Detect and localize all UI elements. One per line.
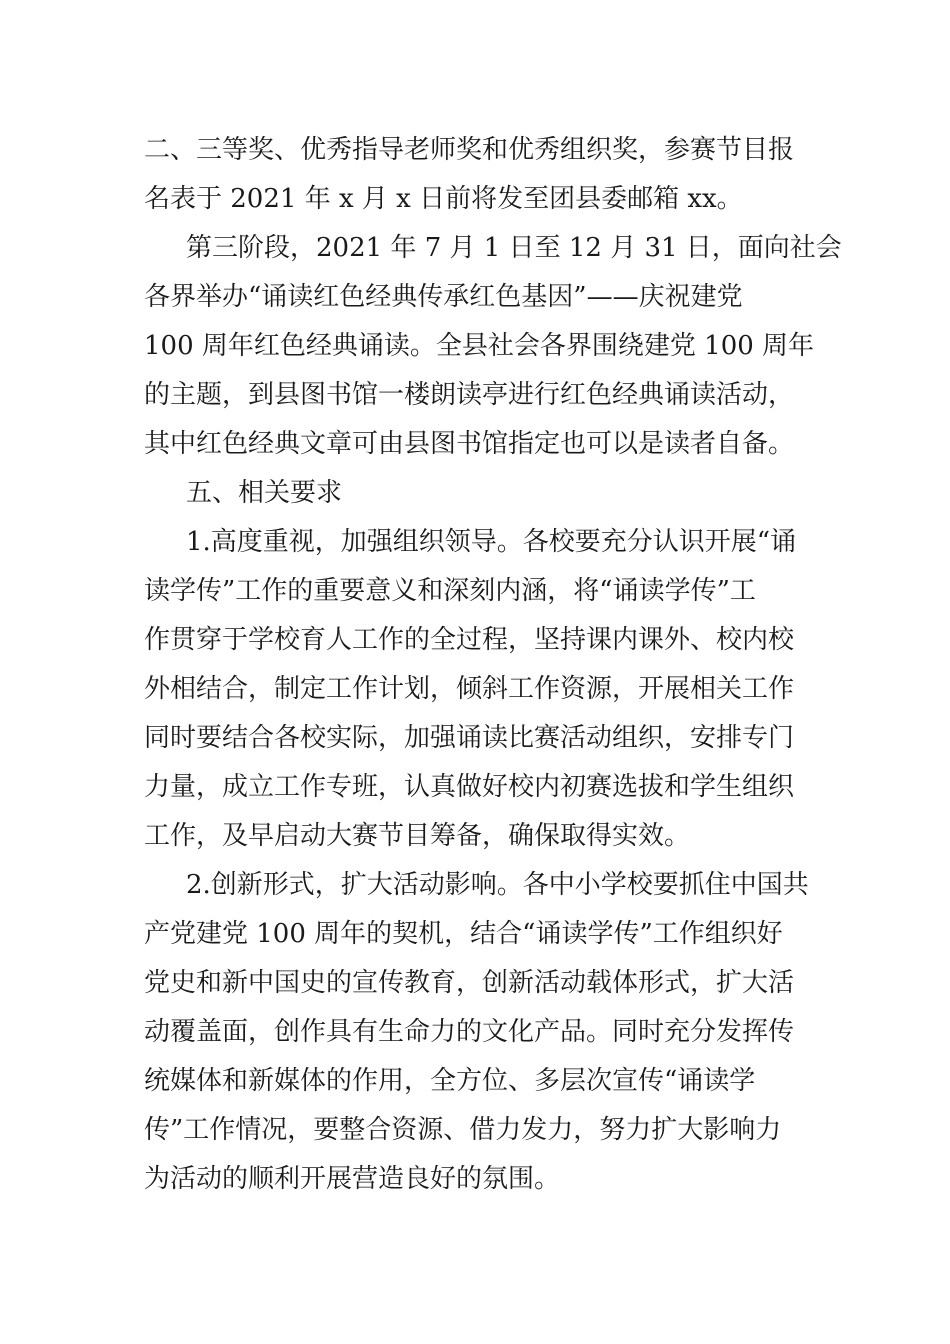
text-line: 传”工作情况，要整合资源、借力发力，努力扩大影响力 [144, 1115, 782, 1145]
text-line: 力量，成立工作专班，认真做好校内初赛选拔和学生组织 [144, 772, 795, 802]
document-body [144, 126, 842, 1204]
text-line: 100 周年红色经典诵读。全县社会各界围绕建党 100 周年 [144, 331, 815, 361]
text-line: 同时要结合各校实际，加强诵读比赛活动组织，安排专门 [144, 723, 795, 753]
text-line: 各界举办“诵读红色经典传承红色基因”——庆祝建党 [144, 282, 743, 312]
text-line: 统媒体和新媒体的作用，全方位、多层次宣传“诵读学 [144, 1066, 756, 1096]
text-line: 为活动的顺利开展营造良好的氛围。 [144, 1164, 561, 1194]
text-line: 工作，及早启动大赛节目筹备，确保取得实效。 [144, 821, 691, 851]
text-line: 产党建党 100 周年的契机，结合“诵读学传”工作组织好 [144, 919, 783, 949]
text-line: 其中红色经典文章可由县图书馆指定也可以是读者自备。 [144, 429, 795, 459]
text-line: 名表于 2021 年 x 月 x 日前将发至团县委邮箱 xx。 [144, 184, 743, 214]
requirement-item-1: 1.高度重视，加强组织领导。各校要充分认识开展“诵 [186, 527, 797, 557]
text-line: 的主题，到县图书馆一楼朗读亭进行红色经典诵读活动， [144, 380, 795, 410]
requirement-item-2: 2.创新形式，扩大活动影响。各中小学校要抓住中国共 [186, 870, 809, 900]
paragraph-phase-three: 第三阶段，2021 年 7 月 1 日至 12 月 31 日，面向社会 [186, 233, 842, 263]
text-line: 读学传”工作的重要意义和深刻内涵，将“诵读学传”工 [144, 576, 756, 606]
text-line: 动覆盖面，创作具有生命力的文化产品。同时充分发挥传 [144, 1017, 795, 1047]
text-line: 二、三等奖、优秀指导老师奖和优秀组织奖，参赛节目报 [144, 135, 795, 165]
text-line: 党史和新中国史的宣传教育，创新活动载体形式，扩大活 [144, 968, 795, 998]
section-heading: 五、相关要求 [186, 478, 343, 508]
text-line: 外相结合，制定工作计划，倾斜工作资源，开展相关工作 [144, 674, 795, 704]
text-line: 作贯穿于学校育人工作的全过程，坚持课内课外、校内校 [144, 625, 795, 655]
